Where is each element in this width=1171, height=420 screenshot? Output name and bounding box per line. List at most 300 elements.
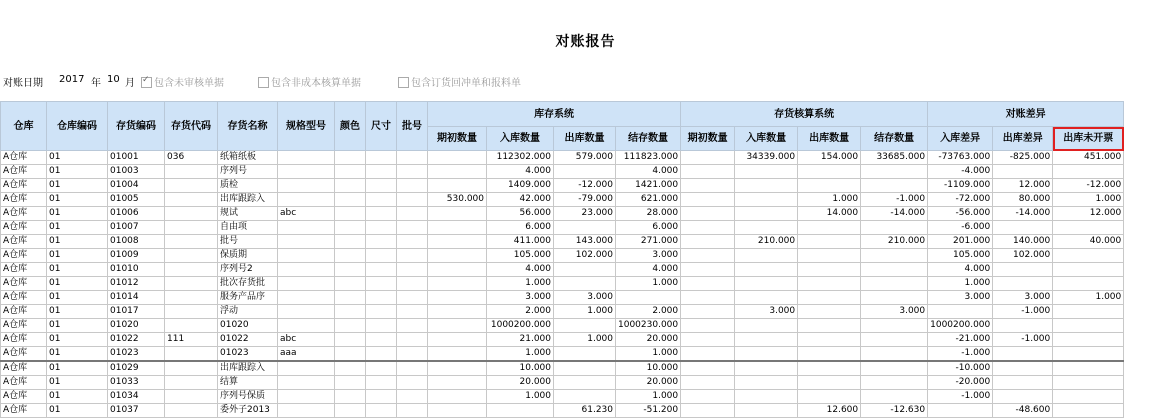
- cell-inventory-code[interactable]: 01014: [108, 291, 165, 305]
- cell-color[interactable]: [335, 165, 366, 179]
- cell-stock-out-qty[interactable]: [554, 390, 616, 404]
- cell-color[interactable]: [335, 333, 366, 347]
- cell-stock-end-qty[interactable]: -51.200: [616, 404, 681, 418]
- cell-spec[interactable]: [278, 235, 335, 249]
- cell-stock-end-qty[interactable]: 271.000: [616, 235, 681, 249]
- cell-acct-begin-qty[interactable]: [681, 221, 735, 235]
- cell-warehouse-code[interactable]: 01: [47, 193, 108, 207]
- cell-inventory-code[interactable]: 01006: [108, 207, 165, 221]
- col-size[interactable]: 尺寸: [366, 102, 397, 151]
- table-row[interactable]: [1, 151, 1124, 165]
- cell-acct-end-qty[interactable]: [861, 347, 928, 362]
- cell-warehouse-code[interactable]: 01: [47, 207, 108, 221]
- cell-color[interactable]: [335, 207, 366, 221]
- cell-acct-begin-qty[interactable]: [681, 263, 735, 277]
- cell-acct-out-qty[interactable]: [798, 305, 861, 319]
- cell-in-diff[interactable]: 4.000: [928, 263, 993, 277]
- table-row[interactable]: [1, 333, 1124, 347]
- cell-in-diff[interactable]: 3.000: [928, 291, 993, 305]
- cell-warehouse[interactable]: A仓库: [1, 151, 47, 165]
- cell-acct-begin-qty[interactable]: [681, 376, 735, 390]
- cell-stock-out-qty[interactable]: 579.000: [554, 151, 616, 165]
- cell-warehouse[interactable]: A仓库: [1, 333, 47, 347]
- cell-color[interactable]: [335, 291, 366, 305]
- cell-acct-end-qty[interactable]: [861, 179, 928, 193]
- cell-stock-end-qty[interactable]: 1.000: [616, 347, 681, 362]
- cell-warehouse-code[interactable]: 01: [47, 179, 108, 193]
- cell-not-invoiced[interactable]: [1053, 221, 1124, 235]
- cell-acct-in-qty[interactable]: [735, 249, 798, 263]
- cell-acct-in-qty[interactable]: [735, 221, 798, 235]
- cell-acct-begin-qty[interactable]: [681, 305, 735, 319]
- cell-inventory-name[interactable]: 委外子2013: [218, 404, 278, 418]
- cell-inventory-name[interactable]: 质检: [218, 179, 278, 193]
- cell-acct-end-qty[interactable]: [861, 390, 928, 404]
- cell-warehouse-code[interactable]: 01: [47, 390, 108, 404]
- cell-acct-begin-qty[interactable]: [681, 333, 735, 347]
- cell-inventory-code[interactable]: 01005: [108, 193, 165, 207]
- cell-size[interactable]: [366, 376, 397, 390]
- cell-size[interactable]: [366, 277, 397, 291]
- cell-out-diff[interactable]: 140.000: [993, 235, 1053, 249]
- cell-acct-end-qty[interactable]: [861, 319, 928, 333]
- cell-inventory-code2[interactable]: [165, 291, 218, 305]
- cell-stock-begin-qty[interactable]: [428, 347, 487, 362]
- col-out-diff[interactable]: 出库差异: [993, 127, 1053, 151]
- cell-batch[interactable]: [397, 291, 428, 305]
- cell-not-invoiced[interactable]: [1053, 319, 1124, 333]
- cell-warehouse[interactable]: A仓库: [1, 305, 47, 319]
- cell-batch[interactable]: [397, 151, 428, 165]
- cell-inventory-code[interactable]: 01029: [108, 361, 165, 376]
- cell-inventory-code2[interactable]: [165, 249, 218, 263]
- cell-color[interactable]: [335, 305, 366, 319]
- table-row[interactable]: [1, 221, 1124, 235]
- cell-stock-begin-qty[interactable]: [428, 376, 487, 390]
- cell-acct-out-qty[interactable]: [798, 291, 861, 305]
- cell-spec[interactable]: [278, 263, 335, 277]
- cell-not-invoiced[interactable]: -12.000: [1053, 179, 1124, 193]
- cell-stock-in-qty[interactable]: 56.000: [487, 207, 554, 221]
- cell-stock-in-qty[interactable]: 1.000: [487, 390, 554, 404]
- table-row[interactable]: [1, 361, 1124, 376]
- cell-inventory-name[interactable]: 结算: [218, 376, 278, 390]
- cell-inventory-code2[interactable]: [165, 179, 218, 193]
- cell-stock-out-qty[interactable]: [554, 376, 616, 390]
- cell-batch[interactable]: [397, 263, 428, 277]
- cell-acct-end-qty[interactable]: -12.630: [861, 404, 928, 418]
- cell-inventory-name[interactable]: 出库跟踪入: [218, 361, 278, 376]
- cell-acct-in-qty[interactable]: [735, 333, 798, 347]
- cell-inventory-code2[interactable]: [165, 263, 218, 277]
- cell-batch[interactable]: [397, 235, 428, 249]
- cell-inventory-code[interactable]: 01037: [108, 404, 165, 418]
- cell-stock-in-qty[interactable]: 1409.000: [487, 179, 554, 193]
- cell-size[interactable]: [366, 333, 397, 347]
- cell-out-diff[interactable]: [993, 347, 1053, 362]
- cell-inventory-name[interactable]: 浮动: [218, 305, 278, 319]
- cell-acct-end-qty[interactable]: [861, 277, 928, 291]
- cell-batch[interactable]: [397, 193, 428, 207]
- cell-acct-in-qty[interactable]: [735, 291, 798, 305]
- cell-warehouse-code[interactable]: 01: [47, 376, 108, 390]
- cell-acct-in-qty[interactable]: [735, 347, 798, 362]
- cell-acct-in-qty[interactable]: [735, 207, 798, 221]
- cell-spec[interactable]: [278, 404, 335, 418]
- col-stock-in-qty[interactable]: 入库数量: [487, 127, 554, 151]
- cell-spec[interactable]: [278, 291, 335, 305]
- option-non-cost[interactable]: 包含非成本核算单据: [258, 74, 361, 89]
- table-row[interactable]: [1, 277, 1124, 291]
- cell-in-diff[interactable]: 201.000: [928, 235, 993, 249]
- cell-stock-out-qty[interactable]: 143.000: [554, 235, 616, 249]
- table-row[interactable]: [1, 305, 1124, 319]
- cell-inventory-code[interactable]: 01012: [108, 277, 165, 291]
- cell-inventory-code2[interactable]: [165, 193, 218, 207]
- cell-stock-end-qty[interactable]: [616, 291, 681, 305]
- cell-size[interactable]: [366, 235, 397, 249]
- col-acct-out-qty[interactable]: 出库数量: [798, 127, 861, 151]
- cell-acct-out-qty[interactable]: [798, 319, 861, 333]
- cell-stock-out-qty[interactable]: -12.000: [554, 179, 616, 193]
- table-row[interactable]: [1, 347, 1124, 362]
- cell-warehouse[interactable]: A仓库: [1, 165, 47, 179]
- cell-stock-end-qty[interactable]: 1000230.000: [616, 319, 681, 333]
- cell-stock-in-qty[interactable]: 4.000: [487, 263, 554, 277]
- cell-inventory-code[interactable]: 01001: [108, 151, 165, 165]
- cell-size[interactable]: [366, 151, 397, 165]
- cell-acct-begin-qty[interactable]: [681, 193, 735, 207]
- cell-stock-out-qty[interactable]: 23.000: [554, 207, 616, 221]
- cell-warehouse[interactable]: A仓库: [1, 263, 47, 277]
- cell-acct-end-qty[interactable]: [861, 333, 928, 347]
- cell-batch[interactable]: [397, 347, 428, 362]
- cell-warehouse[interactable]: A仓库: [1, 361, 47, 376]
- col-color[interactable]: 颜色: [335, 102, 366, 151]
- cell-out-diff[interactable]: -1.000: [993, 305, 1053, 319]
- cell-not-invoiced[interactable]: 1.000: [1053, 291, 1124, 305]
- cell-acct-begin-qty[interactable]: [681, 207, 735, 221]
- checkbox-icon[interactable]: [398, 77, 409, 88]
- cell-acct-in-qty[interactable]: [735, 319, 798, 333]
- cell-out-diff[interactable]: [993, 277, 1053, 291]
- cell-acct-out-qty[interactable]: [798, 347, 861, 362]
- cell-warehouse[interactable]: A仓库: [1, 235, 47, 249]
- cell-warehouse[interactable]: A仓库: [1, 390, 47, 404]
- cell-size[interactable]: [366, 263, 397, 277]
- cell-not-invoiced[interactable]: [1053, 263, 1124, 277]
- cell-stock-out-qty[interactable]: 3.000: [554, 291, 616, 305]
- cell-warehouse[interactable]: A仓库: [1, 404, 47, 418]
- cell-stock-begin-qty[interactable]: [428, 333, 487, 347]
- cell-batch[interactable]: [397, 207, 428, 221]
- cell-warehouse-code[interactable]: 01: [47, 333, 108, 347]
- cell-stock-end-qty[interactable]: 4.000: [616, 165, 681, 179]
- cell-size[interactable]: [366, 404, 397, 418]
- cell-inventory-code2[interactable]: [165, 207, 218, 221]
- cell-batch[interactable]: [397, 221, 428, 235]
- cell-stock-out-qty[interactable]: [554, 319, 616, 333]
- cell-acct-begin-qty[interactable]: [681, 291, 735, 305]
- cell-batch[interactable]: [397, 390, 428, 404]
- table-row[interactable]: [1, 263, 1124, 277]
- cell-acct-out-qty[interactable]: [798, 165, 861, 179]
- cell-in-diff[interactable]: -20.000: [928, 376, 993, 390]
- cell-batch[interactable]: [397, 277, 428, 291]
- cell-spec[interactable]: abc: [278, 333, 335, 347]
- cell-acct-end-qty[interactable]: [861, 165, 928, 179]
- cell-not-invoiced[interactable]: [1053, 361, 1124, 376]
- cell-stock-in-qty[interactable]: 112302.000: [487, 151, 554, 165]
- cell-acct-end-qty[interactable]: [861, 376, 928, 390]
- cell-acct-out-qty[interactable]: [798, 376, 861, 390]
- cell-warehouse-code[interactable]: 01: [47, 404, 108, 418]
- cell-out-diff[interactable]: 12.000: [993, 179, 1053, 193]
- cell-inventory-code2[interactable]: [165, 319, 218, 333]
- cell-acct-begin-qty[interactable]: [681, 404, 735, 418]
- cell-warehouse-code[interactable]: 01: [47, 235, 108, 249]
- cell-acct-begin-qty[interactable]: [681, 179, 735, 193]
- cell-inventory-name[interactable]: 01020: [218, 319, 278, 333]
- cell-out-diff[interactable]: [993, 319, 1053, 333]
- cell-in-diff[interactable]: 1000200.000: [928, 319, 993, 333]
- col-inventory-code[interactable]: 存货编码: [108, 102, 165, 151]
- option-unaudited[interactable]: ✓ 包含未审核单据: [141, 74, 224, 89]
- cell-out-diff[interactable]: [993, 361, 1053, 376]
- cell-stock-end-qty[interactable]: 111823.000: [616, 151, 681, 165]
- cell-out-diff[interactable]: [993, 376, 1053, 390]
- cell-warehouse[interactable]: A仓库: [1, 221, 47, 235]
- cell-in-diff[interactable]: -56.000: [928, 207, 993, 221]
- cell-spec[interactable]: [278, 277, 335, 291]
- cell-stock-out-qty[interactable]: [554, 221, 616, 235]
- cell-inventory-code[interactable]: 01017: [108, 305, 165, 319]
- cell-spec[interactable]: [278, 376, 335, 390]
- cell-spec[interactable]: [278, 165, 335, 179]
- cell-spec[interactable]: [278, 221, 335, 235]
- cell-in-diff[interactable]: [928, 305, 993, 319]
- cell-in-diff[interactable]: -6.000: [928, 221, 993, 235]
- cell-inventory-code2[interactable]: [165, 221, 218, 235]
- cell-size[interactable]: [366, 193, 397, 207]
- table-row[interactable]: [1, 390, 1124, 404]
- cell-warehouse[interactable]: A仓库: [1, 319, 47, 333]
- cell-stock-out-qty[interactable]: 1.000: [554, 333, 616, 347]
- cell-size[interactable]: [366, 347, 397, 362]
- cell-size[interactable]: [366, 165, 397, 179]
- cell-out-diff[interactable]: -48.600: [993, 404, 1053, 418]
- cell-inventory-name[interactable]: 规试: [218, 207, 278, 221]
- cell-batch[interactable]: [397, 333, 428, 347]
- cell-stock-out-qty[interactable]: 1.000: [554, 305, 616, 319]
- cell-not-invoiced[interactable]: [1053, 249, 1124, 263]
- cell-stock-begin-qty[interactable]: [428, 249, 487, 263]
- cell-acct-begin-qty[interactable]: [681, 319, 735, 333]
- cell-stock-end-qty[interactable]: 3.000: [616, 249, 681, 263]
- cell-warehouse[interactable]: A仓库: [1, 347, 47, 362]
- table-row[interactable]: [1, 179, 1124, 193]
- cell-stock-begin-qty[interactable]: [428, 165, 487, 179]
- cell-warehouse-code[interactable]: 01: [47, 249, 108, 263]
- cell-inventory-code[interactable]: 01033: [108, 376, 165, 390]
- cell-color[interactable]: [335, 179, 366, 193]
- cell-out-diff[interactable]: -825.000: [993, 151, 1053, 165]
- cell-stock-in-qty[interactable]: 105.000: [487, 249, 554, 263]
- cell-acct-end-qty[interactable]: 3.000: [861, 305, 928, 319]
- cell-acct-out-qty[interactable]: [798, 361, 861, 376]
- cell-stock-begin-qty[interactable]: [428, 277, 487, 291]
- cell-stock-begin-qty[interactable]: [428, 390, 487, 404]
- cell-acct-out-qty[interactable]: [798, 263, 861, 277]
- cell-inventory-code2[interactable]: [165, 390, 218, 404]
- cell-stock-begin-qty[interactable]: [428, 404, 487, 418]
- cell-acct-out-qty[interactable]: 12.600: [798, 404, 861, 418]
- cell-stock-begin-qty[interactable]: 530.000: [428, 193, 487, 207]
- cell-color[interactable]: [335, 390, 366, 404]
- cell-acct-begin-qty[interactable]: [681, 235, 735, 249]
- cell-size[interactable]: [366, 207, 397, 221]
- cell-acct-in-qty[interactable]: [735, 361, 798, 376]
- cell-in-diff[interactable]: -1.000: [928, 347, 993, 362]
- cell-out-diff[interactable]: 80.000: [993, 193, 1053, 207]
- cell-warehouse[interactable]: A仓库: [1, 207, 47, 221]
- cell-in-diff[interactable]: -10.000: [928, 361, 993, 376]
- cell-acct-end-qty[interactable]: -14.000: [861, 207, 928, 221]
- cell-batch[interactable]: [397, 305, 428, 319]
- cell-stock-in-qty[interactable]: 20.000: [487, 376, 554, 390]
- cell-stock-begin-qty[interactable]: [428, 179, 487, 193]
- cell-inventory-code[interactable]: 01034: [108, 390, 165, 404]
- cell-stock-in-qty[interactable]: 3.000: [487, 291, 554, 305]
- cell-inventory-code2[interactable]: [165, 235, 218, 249]
- cell-inventory-code2[interactable]: [165, 165, 218, 179]
- cell-in-diff[interactable]: 1.000: [928, 277, 993, 291]
- cell-stock-begin-qty[interactable]: [428, 319, 487, 333]
- cell-stock-begin-qty[interactable]: [428, 235, 487, 249]
- cell-not-invoiced[interactable]: [1053, 390, 1124, 404]
- cell-acct-in-qty[interactable]: [735, 277, 798, 291]
- cell-acct-out-qty[interactable]: [798, 235, 861, 249]
- cell-batch[interactable]: [397, 319, 428, 333]
- cell-not-invoiced[interactable]: 40.000: [1053, 235, 1124, 249]
- cell-warehouse-code[interactable]: 01: [47, 361, 108, 376]
- cell-size[interactable]: [366, 249, 397, 263]
- cell-stock-in-qty[interactable]: 42.000: [487, 193, 554, 207]
- cell-out-diff[interactable]: 3.000: [993, 291, 1053, 305]
- cell-size[interactable]: [366, 291, 397, 305]
- cell-acct-in-qty[interactable]: [735, 404, 798, 418]
- cell-not-invoiced[interactable]: [1053, 333, 1124, 347]
- table-row[interactable]: [1, 193, 1124, 207]
- cell-warehouse[interactable]: A仓库: [1, 291, 47, 305]
- cell-acct-in-qty[interactable]: [735, 263, 798, 277]
- cell-not-invoiced[interactable]: [1053, 404, 1124, 418]
- cell-not-invoiced[interactable]: [1053, 305, 1124, 319]
- cell-stock-end-qty[interactable]: 1.000: [616, 277, 681, 291]
- col-inventory-code2[interactable]: 存货代码: [165, 102, 218, 151]
- cell-warehouse[interactable]: A仓库: [1, 249, 47, 263]
- cell-size[interactable]: [366, 305, 397, 319]
- cell-in-diff[interactable]: -4.000: [928, 165, 993, 179]
- cell-warehouse[interactable]: A仓库: [1, 277, 47, 291]
- cell-stock-end-qty[interactable]: 4.000: [616, 263, 681, 277]
- year-field[interactable]: 2017: [59, 74, 85, 85]
- cell-acct-out-qty[interactable]: [798, 249, 861, 263]
- cell-acct-in-qty[interactable]: [735, 179, 798, 193]
- cell-inventory-name[interactable]: 批号: [218, 235, 278, 249]
- cell-not-invoiced[interactable]: [1053, 376, 1124, 390]
- cell-batch[interactable]: [397, 249, 428, 263]
- cell-stock-out-qty[interactable]: [554, 361, 616, 376]
- cell-size[interactable]: [366, 179, 397, 193]
- cell-spec[interactable]: [278, 305, 335, 319]
- cell-warehouse-code[interactable]: 01: [47, 165, 108, 179]
- cell-stock-begin-qty[interactable]: [428, 221, 487, 235]
- cell-acct-out-qty[interactable]: 1.000: [798, 193, 861, 207]
- cell-stock-end-qty[interactable]: 621.000: [616, 193, 681, 207]
- cell-acct-in-qty[interactable]: [735, 165, 798, 179]
- cell-stock-in-qty[interactable]: 2.000: [487, 305, 554, 319]
- cell-inventory-code[interactable]: 01008: [108, 235, 165, 249]
- col-acct-in-qty[interactable]: 入库数量: [735, 127, 798, 151]
- table-row[interactable]: [1, 291, 1124, 305]
- col-in-diff[interactable]: 入库差异: [928, 127, 993, 151]
- cell-inventory-code[interactable]: 01004: [108, 179, 165, 193]
- cell-stock-in-qty[interactable]: 21.000: [487, 333, 554, 347]
- cell-spec[interactable]: [278, 193, 335, 207]
- cell-color[interactable]: [335, 221, 366, 235]
- cell-color[interactable]: [335, 263, 366, 277]
- cell-size[interactable]: [366, 361, 397, 376]
- cell-inventory-code2[interactable]: [165, 347, 218, 362]
- cell-acct-begin-qty[interactable]: [681, 249, 735, 263]
- cell-warehouse[interactable]: A仓库: [1, 179, 47, 193]
- col-inventory-name[interactable]: 存货名称: [218, 102, 278, 151]
- cell-out-diff[interactable]: 102.000: [993, 249, 1053, 263]
- cell-color[interactable]: [335, 404, 366, 418]
- col-warehouse-code[interactable]: 仓库编码: [47, 102, 108, 151]
- cell-acct-end-qty[interactable]: [861, 263, 928, 277]
- cell-not-invoiced[interactable]: [1053, 277, 1124, 291]
- cell-stock-in-qty[interactable]: 4.000: [487, 165, 554, 179]
- col-batch[interactable]: 批号: [397, 102, 428, 151]
- checkbox-icon[interactable]: [141, 77, 152, 88]
- cell-inventory-name[interactable]: 01022: [218, 333, 278, 347]
- col-acct-begin-qty[interactable]: 期初数量: [681, 127, 735, 151]
- cell-stock-end-qty[interactable]: 20.000: [616, 333, 681, 347]
- table-row[interactable]: [1, 319, 1124, 333]
- cell-size[interactable]: [366, 319, 397, 333]
- cell-not-invoiced[interactable]: 1.000: [1053, 193, 1124, 207]
- cell-out-diff[interactable]: [993, 165, 1053, 179]
- cell-acct-end-qty[interactable]: 210.000: [861, 235, 928, 249]
- cell-stock-begin-qty[interactable]: [428, 361, 487, 376]
- cell-color[interactable]: [335, 361, 366, 376]
- cell-stock-begin-qty[interactable]: [428, 151, 487, 165]
- col-stock-out-qty[interactable]: 出库数量: [554, 127, 616, 151]
- cell-out-diff[interactable]: [993, 263, 1053, 277]
- cell-stock-begin-qty[interactable]: [428, 263, 487, 277]
- cell-inventory-code2[interactable]: 111: [165, 333, 218, 347]
- cell-acct-in-qty[interactable]: [735, 390, 798, 404]
- cell-inventory-code2[interactable]: 036: [165, 151, 218, 165]
- cell-spec[interactable]: abc: [278, 207, 335, 221]
- cell-spec[interactable]: [278, 319, 335, 333]
- cell-color[interactable]: [335, 376, 366, 390]
- cell-warehouse-code[interactable]: 01: [47, 277, 108, 291]
- cell-stock-end-qty[interactable]: 28.000: [616, 207, 681, 221]
- cell-acct-in-qty[interactable]: 210.000: [735, 235, 798, 249]
